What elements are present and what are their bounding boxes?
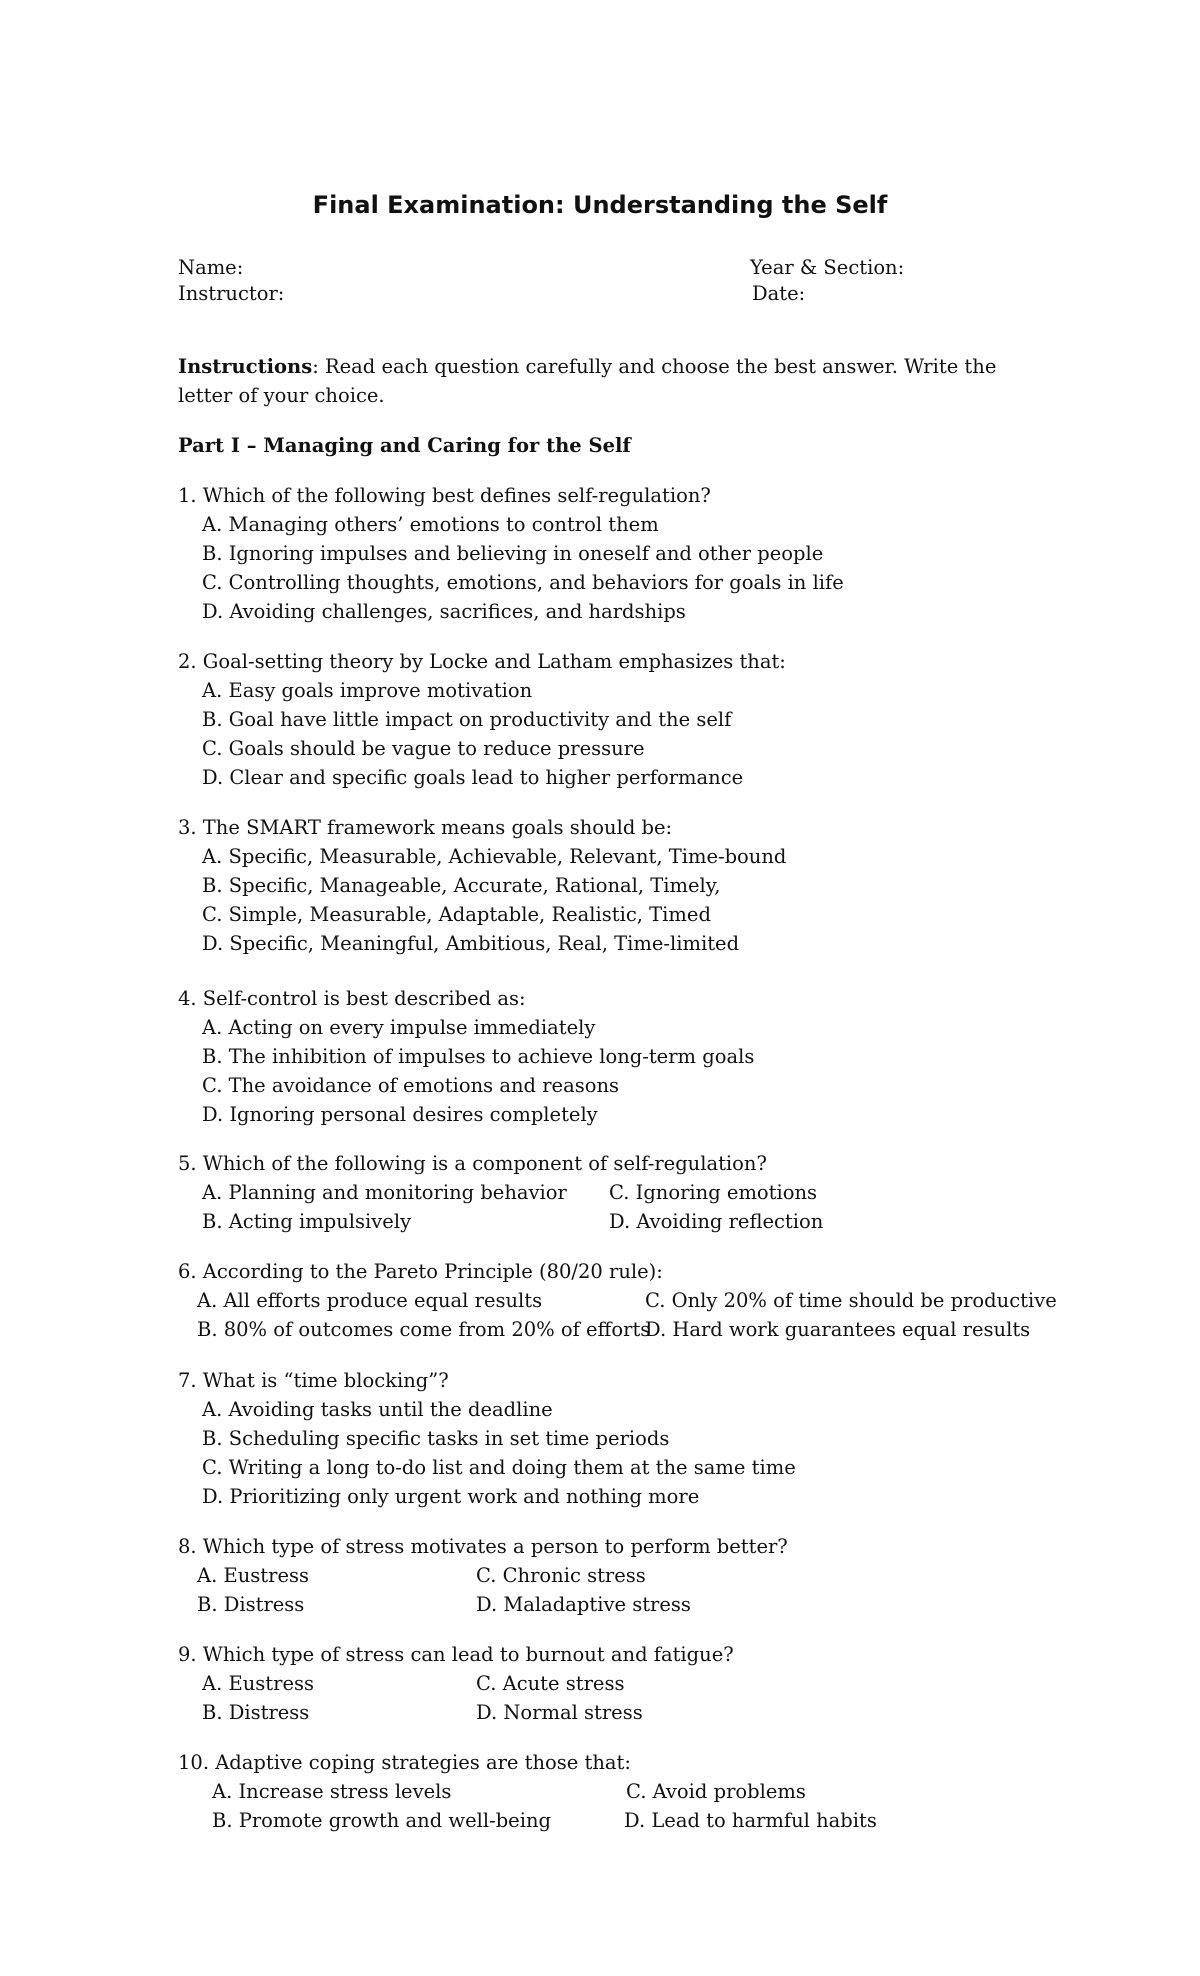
question-7 (178, 1366, 796, 1511)
option-a: A. Avoiding tasks until the deadline (202, 1398, 553, 1421)
option-list (178, 1013, 754, 1129)
question-stem: 5. Which of the following is a component of self-regulation? (178, 1152, 767, 1175)
option-d: D. Avoiding reflection (609, 1210, 824, 1233)
option-c: C. Simple, Measurable, Adaptable, Realistic, Timed (202, 903, 711, 926)
option-b: B. 80% of outcomes come from 20% of efforts (197, 1318, 651, 1341)
option-b: B. Goal have little impact on productivity and the self (202, 708, 732, 731)
option-grid (178, 1669, 734, 1727)
question-stem: 1. Which of the following best defines self-regulation? (178, 484, 711, 507)
option-b: B. Distress (202, 1701, 310, 1724)
option-b: B. Specific, Manageable, Accurate, Rational, Timely, (202, 874, 721, 897)
name-label: Name: (178, 256, 244, 279)
option-d: D. Avoiding challenges, sacrifices, and hardships (202, 600, 686, 623)
option-d: D. Hard work guarantees equal results (645, 1318, 1031, 1341)
option-c: C. Only 20% of time should be productive (645, 1289, 1057, 1312)
option-a: A. Easy goals improve motivation (202, 679, 533, 702)
question-stem: 7. What is “time blocking”? (178, 1369, 449, 1392)
option-c: C. Writing a long to-do list and doing them at the same time (202, 1456, 796, 1479)
instructions (178, 352, 1038, 410)
question-10 (178, 1748, 877, 1835)
option-d: D. Prioritizing only urgent work and nothing more (202, 1485, 700, 1508)
option-list (178, 1395, 796, 1511)
option-grid (178, 1286, 1057, 1344)
option-c: C. The avoidance of emotions and reasons (202, 1074, 620, 1097)
question-4 (178, 984, 754, 1129)
question-stem: 6. According to the Pareto Principle (80/20 rule): (178, 1260, 663, 1283)
question-stem: 10. Adaptive coping strategies are those that: (178, 1751, 631, 1774)
option-a: A. Managing others’ emotions to control them (202, 513, 659, 536)
option-b: B. Scheduling specific tasks in set time periods (202, 1427, 670, 1450)
question-2 (178, 647, 786, 792)
option-c: C. Chronic stress (476, 1564, 646, 1587)
option-a: A. Planning and monitoring behavior (202, 1181, 567, 1204)
question-stem: 8. Which type of stress motivates a person to perform better? (178, 1535, 788, 1558)
option-grid (178, 1561, 788, 1619)
option-b: B. Ignoring impulses and believing in oneself and other people (202, 542, 824, 565)
option-d: D. Lead to harmful habits (624, 1809, 877, 1832)
question-stem: 9. Which type of stress can lead to burnout and fatigue? (178, 1643, 734, 1666)
instructor-label: Instructor: (178, 282, 285, 305)
option-d: D. Normal stress (476, 1701, 643, 1724)
instructions-label: Instructions (178, 355, 313, 378)
option-c: C. Acute stress (476, 1672, 625, 1695)
option-b: B. Promote growth and well-being (212, 1809, 552, 1832)
option-c: C. Ignoring emotions (609, 1181, 818, 1204)
part-1-title: Part I – Managing and Caring for the Self (178, 434, 631, 457)
question-5 (178, 1149, 824, 1236)
question-8 (178, 1532, 788, 1619)
option-a: A. Specific, Measurable, Achievable, Relevant, Time-bound (202, 845, 787, 868)
option-list (178, 676, 786, 792)
question-1 (178, 481, 844, 626)
question-6 (178, 1257, 1057, 1344)
option-a: A. Acting on every impulse immediately (202, 1016, 596, 1039)
option-a: A. Increase stress levels (212, 1780, 452, 1803)
option-a: A. All efforts produce equal results (197, 1289, 543, 1312)
option-b: B. Distress (197, 1593, 305, 1616)
year-section-label: Year & Section: (750, 256, 905, 279)
option-d: D. Ignoring personal desires completely (202, 1103, 598, 1126)
option-c: C. Controlling thoughts, emotions, and behaviors for goals in life (202, 571, 844, 594)
question-stem: 4. Self-control is best described as: (178, 987, 526, 1010)
option-d: D. Maladaptive stress (476, 1593, 691, 1616)
option-d: D. Clear and specific goals lead to higher performance (202, 766, 744, 789)
date-label: Date: (752, 282, 806, 305)
option-c: C. Avoid problems (626, 1780, 806, 1803)
question-stem: 3. The SMART framework means goals should be: (178, 816, 673, 839)
option-list (178, 510, 844, 626)
option-c: C. Goals should be vague to reduce pressure (202, 737, 645, 760)
question-9 (178, 1640, 734, 1727)
exam-title: Final Examination: Understanding the Self (312, 191, 888, 219)
option-a: A. Eustress (202, 1672, 314, 1695)
option-grid (178, 1178, 824, 1236)
option-grid (178, 1777, 877, 1835)
option-d: D. Specific, Meaningful, Ambitious, Real, Time-limited (202, 932, 740, 955)
instructions-text: : Read each question carefully and choose the best answer. Write the letter of your choice. (178, 355, 997, 407)
option-a: A. Eustress (197, 1564, 309, 1587)
option-list (178, 842, 786, 958)
option-b: B. The inhibition of impulses to achieve long-term goals (202, 1045, 755, 1068)
option-b: B. Acting impulsively (202, 1210, 412, 1233)
question-stem: 2. Goal-setting theory by Locke and Latham emphasizes that: (178, 650, 786, 673)
question-3 (178, 813, 786, 958)
